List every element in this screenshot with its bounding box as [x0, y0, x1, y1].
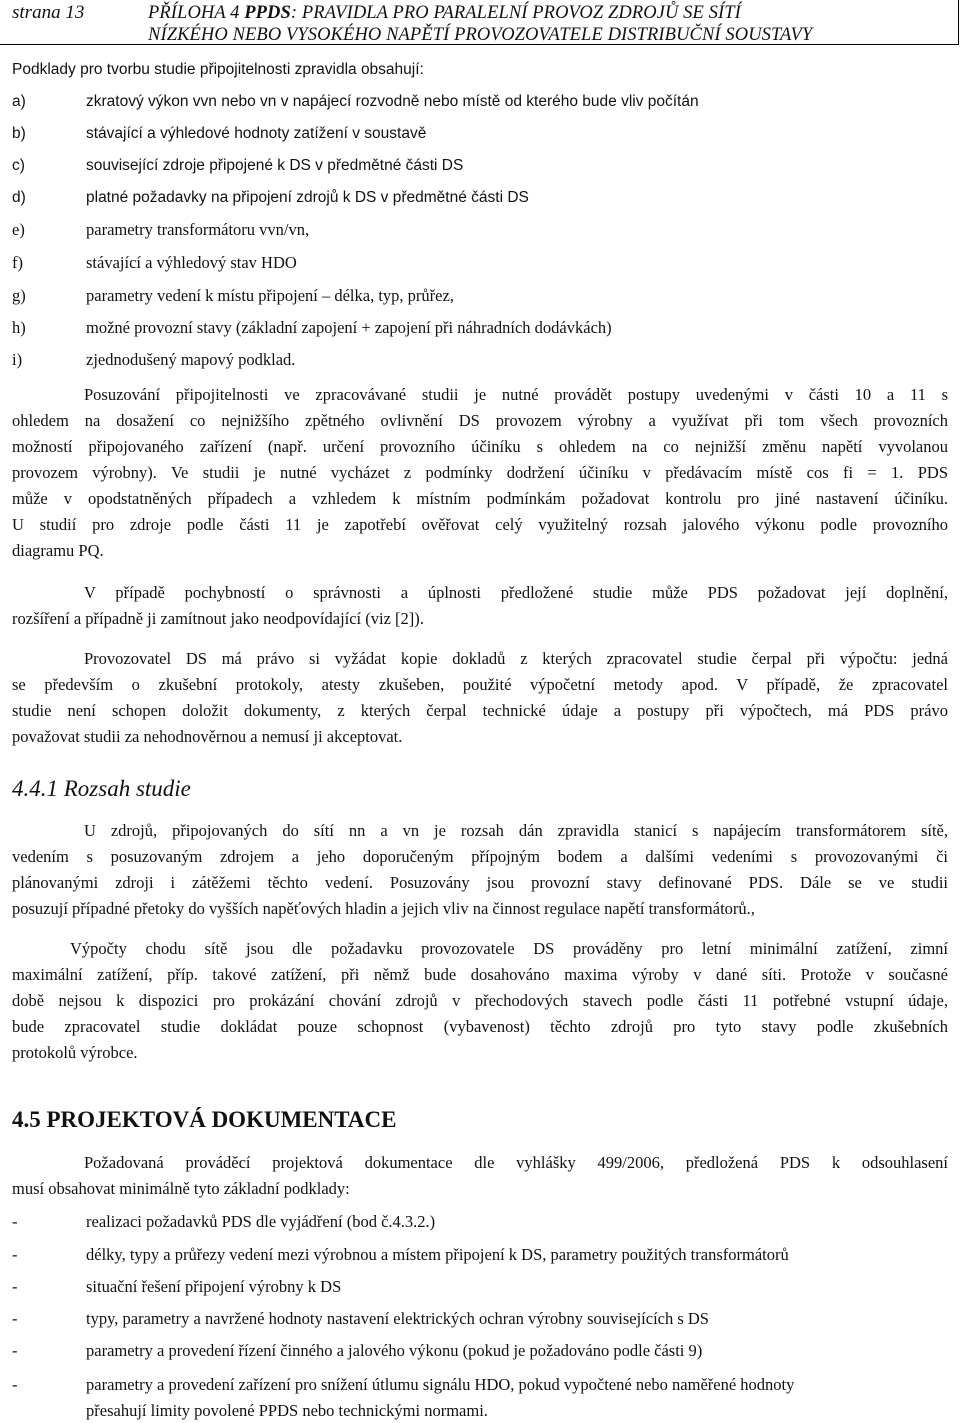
paragraph-line: plánovanými zdroji i zátěžemi těchto vedení. Posuzovány jsou provozní stavy definované PDS. Dále se ve studii — [12, 873, 948, 892]
paragraph-documents — [12, 646, 948, 750]
paragraph-assessment — [12, 382, 948, 564]
paragraph-line: se především o zkušební protokoly, atesty zkušeben, použité výpočetní metody apod. V případě, že zpracovatel — [12, 675, 948, 694]
paragraph-line: možností připojovaného zařízení (např. určení provozního účiníku s ohledem na co nejnižší změnu napětí vyvolanou — [12, 437, 948, 456]
paragraph-line: považovat studii za nehodnověrnou a nemusí ji akceptovat. — [12, 727, 403, 746]
list-item-text: související zdroje připojené k DS v předmětné části DS — [86, 157, 464, 174]
list-item-letter: g) — [12, 286, 26, 305]
list-item-letter: i) — [12, 350, 23, 369]
dash-list-item: parametry a provedení zařízení pro snížení útlumu signálu HDO, pokud vypočtené nebo naměřené hodnoty — [86, 1375, 795, 1394]
list-item-letter: a) — [12, 93, 26, 110]
paragraph-line: musí obsahovat minimálně tyto základní podklady: — [12, 1179, 350, 1198]
paragraph-line: provozem výrobny). Ve studii je nutné vycházet z podmínky dodržení účiníku v předávacím místě cos fi = 1. PDS — [12, 463, 948, 482]
list-item-letter: h) — [12, 318, 26, 337]
list-item-text: parametry transformátoru vvn/vn, — [86, 220, 310, 239]
header-title-line1 — [148, 2, 812, 24]
dash-bullet: - — [12, 1375, 18, 1394]
paragraph-line: Posuzování připojitelnosti ve zpracovávané studii je nutné provádět postupy uvedenými v části 10 a 11 s — [84, 385, 948, 404]
header-title-bold: PPDS — [244, 3, 291, 23]
dash-list-item: typy, parametry a navržené hodnoty nastavení elektrických ochran výrobny souvisejících s DS — [86, 1309, 709, 1328]
dash-list-item: délky, typy a průřezy vedení mezi výrobnou a místem připojení k DS, parametry použitých transformátorů — [86, 1245, 789, 1264]
paragraph-line: maximální zatížení, příp. takové zatížení, při němž bude dosahováno maxima výroby v dané síti. Protože v současné — [12, 965, 948, 984]
paragraph-line: protokolů výrobce. — [12, 1043, 138, 1062]
paragraph-project-docs — [12, 1150, 948, 1202]
paragraph-line: ohledem na dosažení co nejnižšího zpětného ovlivnění DS provozem výrobny a využívat při tom všech provozních — [12, 411, 948, 430]
paragraph-line: U zdrojů, připojovaných do sítí nn a vn je rozsah dán zpravidla stanicí s napájecím transformátorem sítě, — [84, 821, 948, 840]
header-title-part: : PRAVIDLA PRO PARALELNÍ PROVOZ ZDROJŮ SE SÍTÍ — [290, 3, 741, 23]
list-item-text: parametry vedení k místu připojení – délka, typ, průřez, — [86, 286, 454, 305]
paragraph-line: době nejsou k dispozici pro prokázání chování zdrojů v přechodových stavech podle části 11 potřebné vstupní údaje, — [12, 991, 948, 1010]
paragraph-line: bude zpracovatel studie dokládat pouze schopnost (vybavenost) těchto zdrojů pro tyto stavy podle zkušebních — [12, 1017, 948, 1036]
dash-list-item: parametry a provedení řízení činného a jalového výkonu (pokud je požadováno podle části 9) — [86, 1341, 703, 1360]
dash-bullet: - — [12, 1245, 18, 1264]
list-item-text: zjednodušený mapový podklad. — [86, 350, 296, 369]
paragraph-line: Provozovatel DS má právo si vyžádat kopie dokladů z kterých zpracovatel studie čerpal při výpočtu: jedná — [84, 649, 948, 668]
paragraph-line: vedením s posuzovaným zdrojem a jeho doporučeným přípojným bodem a dalšími vedeními s provozovanými či — [12, 847, 948, 866]
dash-list-item: přesahují limity povolené PPDS nebo technickými normami. — [86, 1401, 488, 1420]
list-item-text: platné požadavky na připojení zdrojů k DS v předmětné části DS — [86, 189, 529, 206]
header-title — [148, 2, 812, 46]
list-item-text: stávající a výhledové hodnoty zatížení v soustavě — [86, 125, 427, 142]
list-item-letter: d) — [12, 189, 26, 206]
list-item-letter: e) — [12, 220, 25, 239]
paragraph-line: diagramu PQ. — [12, 541, 104, 560]
paragraph-line: rozšíření a případně ji zamítnout jako neodpovídající (viz [2]). — [12, 609, 424, 628]
header-title-part: PŘÍLOHA 4 — [148, 3, 245, 23]
page-number: strana 13 — [12, 2, 85, 23]
list-item-text: stávající a výhledový stav HDO — [86, 253, 297, 272]
paragraph-calculations — [12, 936, 948, 1066]
section-heading-4-5: 4.5 PROJEKTOVÁ DOKUMENTACE — [12, 1107, 397, 1132]
paragraph-doubts — [12, 580, 948, 632]
paragraph-line: V případě pochybností o správnosti a úplnosti předložené studie může PDS požadovat její doplnění, — [84, 583, 948, 602]
paragraph-line: Výpočty chodu sítě jsou dle požadavku provozovatele DS prováděny pro letní minimální zatížení, zimní — [70, 939, 948, 958]
section-heading-4-4-1: 4.4.1 Rozsah studie — [12, 776, 191, 801]
list-item-letter: b) — [12, 125, 26, 142]
paragraph-line: U studií pro zdroje podle části 11 je zapotřebí ověřovat celý využitelný rozsah jalového výkonu podle provozního — [12, 515, 948, 534]
list-item-text: zkratový výkon vvn nebo vn v napájecí rozvodně nebo místě od kterého bude vliv počítán — [86, 93, 699, 110]
paragraph-scope — [12, 818, 948, 922]
paragraph-line: Požadovaná prováděcí projektová dokumentace dle vyhlášky 499/2006, předložená PDS k odsouhlasení — [84, 1153, 948, 1172]
list-item-text: možné provozní stavy (základní zapojení + zapojení při náhradních dodávkách) — [86, 318, 612, 337]
dash-bullet: - — [12, 1341, 18, 1360]
paragraph-line: studie není schopen doložit dokumenty, z kterých čerpal technické údaje a postupy při výpočtech, má PDS právo — [12, 701, 948, 720]
list-item-letter: c) — [12, 157, 25, 174]
paragraph-line: může v opodstatněných případech a vzhledem k místním podmínkám požadovat kontrolu pro jiné nastavení účiníku. — [12, 489, 948, 508]
dash-bullet: - — [12, 1277, 18, 1296]
dash-list-item: situační řešení připojení výrobny k DS — [86, 1277, 342, 1296]
intro-text: Podklady pro tvorbu studie připojitelnosti zpravidla obsahují: — [12, 61, 424, 78]
dash-list-item: realizaci požadavků PDS dle vyjádření (bod č.4.3.2.) — [86, 1212, 436, 1231]
dash-bullet: - — [12, 1212, 18, 1231]
header-title-line2: NÍZKÉHO NEBO VYSOKÉHO NAPĚTÍ PROVOZOVATELE DISTRIBUČNÍ SOUSTAVY — [148, 25, 813, 45]
paragraph-line: posuzují případné přetoky do vyšších napěťových hladin a jejich vliv na činnost regulace napětí transformátorů., — [12, 899, 755, 918]
dash-bullet: - — [12, 1309, 18, 1328]
list-item-letter: f) — [12, 253, 23, 272]
